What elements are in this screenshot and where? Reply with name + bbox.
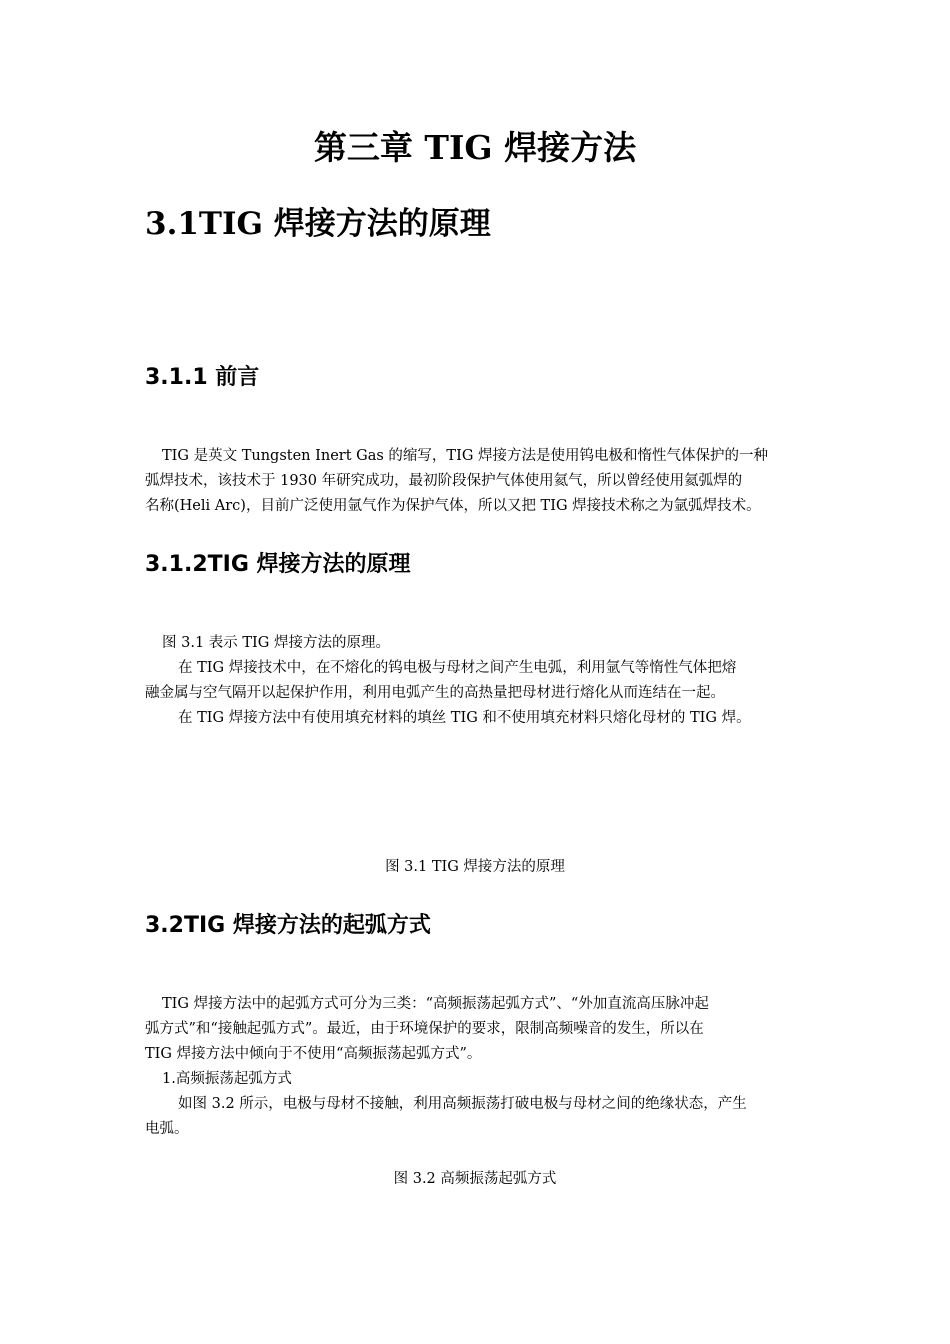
chapter-title: 第三章 TIG 焊接方法 [313,128,637,167]
paragraph-line: 如图 3.2 所示，电极与母材不接触，利用高频振荡打破电极与母材之间的绝缘状态，产生 [178,1096,747,1112]
paragraph-line: 弧焊技术，该技术于 1930 年研究成功，最初阶段保护气体使用氦气，所以曾经使用氦弧焊的 [145,473,743,489]
paragraph-line: TIG 焊接方法中倾向于不使用“高频振荡起弧方式”。 [145,1046,482,1062]
figure-caption-3-2: 图 3.2 高频振荡起弧方式 [393,1171,557,1187]
paragraph-line: TIG 焊接方法中的起弧方式可分为三类：“高频振荡起弧方式”、“外加直流高压脉冲起 [162,996,709,1012]
paragraph-line: 在 TIG 焊接方法中有使用填充材料的填丝 TIG 和不使用填充材料只熔化母材的 TIG 焊。 [178,710,751,726]
paragraph-line: 名称(Heli Arc)，目前广泛使用氩气作为保护气体，所以又把 TIG 焊接技术称之为氩弧焊技术。 [145,498,761,514]
figure-3-1-placeholder [145,738,805,846]
section-heading-3-1-2: 3.1.2TIG 焊接方法的原理 [145,552,411,577]
paragraph-line: 融金属与空气隔开以起保护作用，利用电弧产生的高热量把母材进行熔化从而连结在一起。 [145,685,725,701]
section-heading-3-2: 3.2TIG 焊接方法的起弧方式 [145,913,431,938]
paragraph-line: 图 3.1 表示 TIG 焊接方法的原理。 [162,635,390,651]
paragraph-line: TIG 是英文 Tungsten Inert Gas 的缩写，TIG 焊接方法是使用钨电极和惰性气体保护的一种 [162,448,769,464]
section-heading-3-1: 3.1TIG 焊接方法的原理 [145,206,491,242]
section-heading-3-1-1: 3.1.1 前言 [145,365,260,390]
paragraph-line: 在 TIG 焊接技术中，在不熔化的钨电极与母材之间产生电弧，利用氩气等惰性气体把熔 [178,660,737,676]
figure-caption-3-1: 图 3.1 TIG 焊接方法的原理 [385,859,565,875]
paragraph-line: 电弧。 [145,1121,189,1137]
paragraph-line: 弧方式”和“接触起弧方式”。最近，由于环境保护的要求，限制高频噪音的发生，所以在 [145,1021,704,1037]
list-item-label: 1.高频振荡起弧方式 [162,1071,292,1087]
